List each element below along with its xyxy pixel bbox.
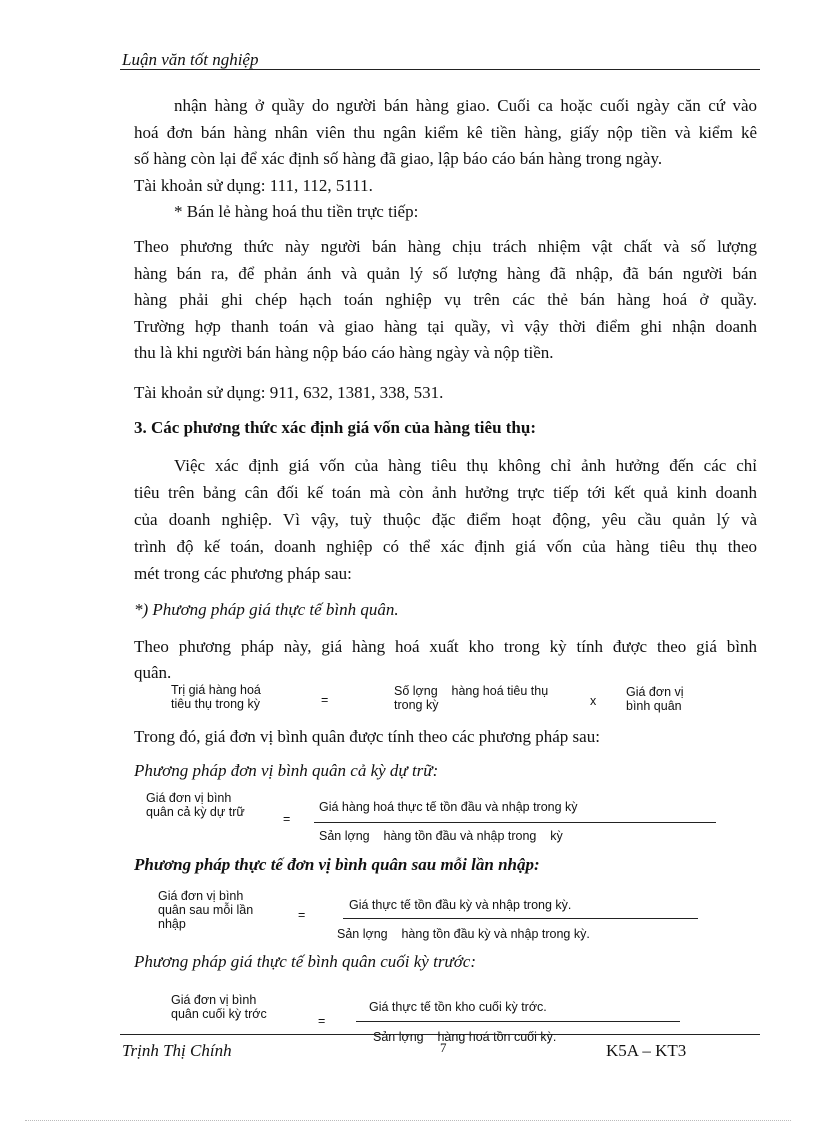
formula-2-equals: = xyxy=(283,812,291,826)
text-line: Việc xác định giá vốn của hàng tiêu thụ không chỉ ảnh hưởng đến các chỉ xyxy=(174,456,757,475)
text-line: số hàng còn lại để xác định số hàng đã giao, lập báo cáo bán hàng trong ngày. xyxy=(134,149,663,168)
formula-3-equals: = xyxy=(298,908,306,922)
formula-4-fraction-bar xyxy=(356,1021,680,1022)
paragraph-4 xyxy=(134,634,757,686)
formula-1-equals: = xyxy=(321,693,329,707)
formula-2-lhs: Giá đơn vị bình quân cả kỳ dự trữ xyxy=(146,791,245,819)
footer-rule xyxy=(120,1034,760,1035)
paragraph-3 xyxy=(134,452,757,587)
text-line: nhận hàng ở quầy do người bán hàng giao. Cuối ca hoặc cuối ngày căn cứ vào xyxy=(174,96,757,115)
text-line: hàng phải ghi chép hạch toán nghiệp vụ trên các thẻ bán hàng hoá ở quầy. xyxy=(134,290,757,309)
formula-4-numerator: Giá thực tế tồn kho cuối kỳ trớc. xyxy=(369,1000,547,1014)
text-line: trình độ kế toán, doanh nghiệp có thể xác định giá vốn của hàng tiêu thụ theo xyxy=(134,537,757,556)
page-bottom-dotted-border xyxy=(25,1120,791,1121)
text-line: hàng bán ra, để phản ánh và quản lý số lượng hàng đã nhập, đã bán người bán xyxy=(134,263,757,283)
formula-1-quantity: Số lợng hàng hoá tiêu thụ trong kỳ xyxy=(394,684,549,712)
text-line: Theo phương thức này người bán hàng chịu trách nhiệm vật chất và số lượng xyxy=(134,237,757,256)
formula-4-denominator: Sản lợng hàng hoá tồn cuối kỳ. xyxy=(373,1030,557,1044)
text-line: tiêu trên bảng cân đối kế toán mà còn ảnh hưởng trực tiếp tới kết quả kinh doanh xyxy=(134,483,757,502)
footer-page-number: 7 xyxy=(440,1040,447,1055)
text-line: Theo phương pháp này, giá hàng hoá xuất kho trong kỳ tính được theo giá bình xyxy=(134,637,757,656)
method-after-each-heading: Phương pháp thực tế đơn vị bình quân sau mỗi lần nhập: xyxy=(134,855,540,874)
formula-3-lhs: Giá đơn vị bình quân sau mỗi lần nhập xyxy=(158,889,254,931)
paragraph-1 xyxy=(134,93,757,226)
formula-3-fraction-bar xyxy=(343,918,698,919)
formula-2-numerator: Giá hàng hoá thực tế tồn đầu và nhập trong kỳ xyxy=(319,800,578,814)
method-average-heading: *) Phương pháp giá thực tế bình quân. xyxy=(134,600,399,619)
running-header-title: Luận văn tốt nghiệp xyxy=(122,50,259,69)
formula-3-numerator: Giá thực tế tồn đầu kỳ và nhập trong kỳ. xyxy=(349,898,572,912)
text-line: thu là khi người bán hàng nộp báo cáo hàng ngày và nộp tiền. xyxy=(134,343,554,362)
text-line: quân. xyxy=(134,663,172,682)
text-line: hoá đơn bán hàng nhân viên thu ngân kiểm kê tiền hàng, giấy nộp tiền và kiểm kê xyxy=(134,122,757,142)
where-text: Trong đó, giá đơn vị bình quân được tính theo các phương pháp sau: xyxy=(134,727,600,746)
formula-4-equals: = xyxy=(318,1014,326,1028)
accounts-used-2: Tài khoản sử dụng: 911, 632, 1381, 338, 531. xyxy=(134,383,444,402)
retail-heading: * Bán lẻ hàng hoá thu tiền trực tiếp: xyxy=(174,202,419,221)
accounts-used-1: Tài khoản sử dụng: 111, 112, 5111. xyxy=(134,175,373,195)
formula-3-denominator: Sản lợng hàng tồn đầu kỳ và nhập trong kỳ. xyxy=(337,927,590,941)
paragraph-2 xyxy=(134,234,757,367)
formula-1-unit-price: Giá đơn vị bình quân xyxy=(626,685,684,713)
method-reserve-heading: Phương pháp đơn vị bình quân cả kỳ dự trữ: xyxy=(134,761,439,780)
formula-4-lhs: Giá đơn vị bình quân cuối kỳ trớc xyxy=(171,993,267,1021)
header-rule xyxy=(120,69,760,70)
text-line: mét trong các phương pháp sau: xyxy=(134,564,352,583)
text-line: Trường hợp thanh toán và giao hàng tại quầy, vì vậy thời điểm ghi nhận doanh xyxy=(134,316,757,336)
formula-2-fraction-bar xyxy=(314,822,716,823)
text-line: của doanh nghiệp. Vì vậy, tuỳ thuộc đặc điểm hoạt động, yêu cầu quản lý và xyxy=(134,510,757,529)
formula-1-times: x xyxy=(590,694,597,708)
section-3-heading: 3. Các phương thức xác định giá vốn của hàng tiêu thụ: xyxy=(134,418,536,437)
method-prev-period-heading: Phương pháp giá thực tế bình quân cuối kỳ trước: xyxy=(134,952,476,971)
formula-1-lhs: Trị giá hàng hoá tiêu thụ trong kỳ xyxy=(171,683,261,711)
footer-class-code: K5A – KT3 xyxy=(606,1041,687,1060)
footer-author: Trịnh Thị Chính xyxy=(122,1041,232,1060)
formula-2-denominator: Sản lợng hàng tồn đầu và nhập trong kỳ xyxy=(319,829,563,843)
